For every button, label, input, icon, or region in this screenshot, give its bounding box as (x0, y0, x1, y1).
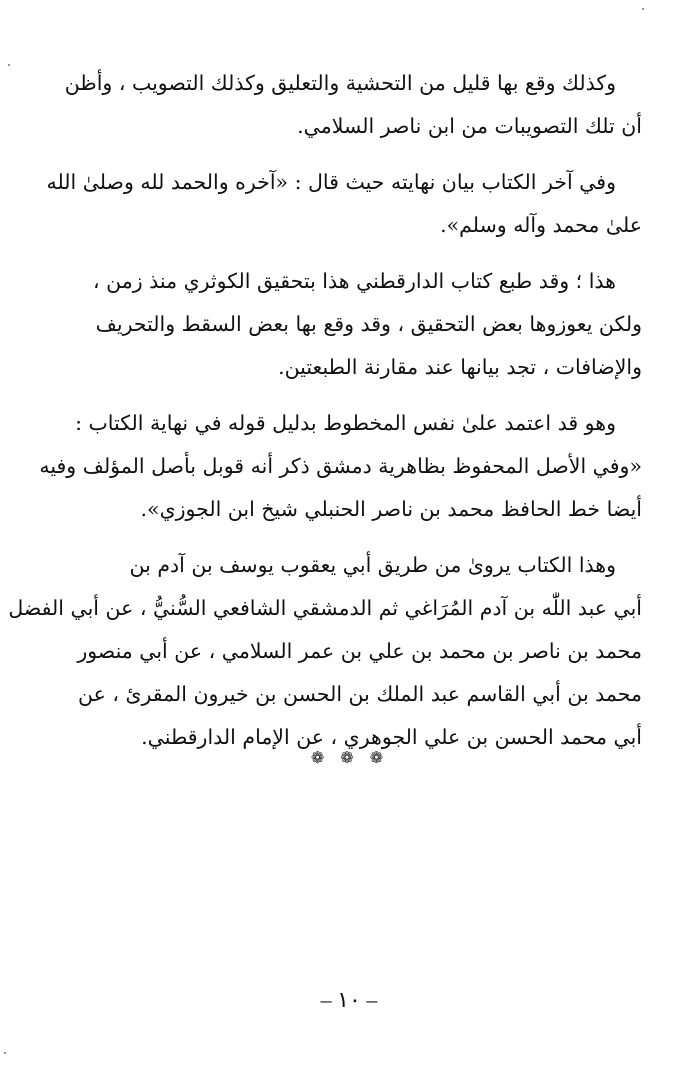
section-end-ornament (0, 748, 698, 768)
scan-speck (4, 1052, 6, 1054)
text-line: أن تلك التصويبات من ابن ناصر السلامي. (297, 114, 642, 138)
scan-speck (642, 8, 644, 10)
text-line: وهذا الكتاب يروىٰ من طريق أبي يعقوب يوسف بن آدم بن (129, 553, 616, 577)
paragraph-2 (46, 161, 642, 247)
text-line: محمد بن ناصر بن محمد بن علي بن عمر السلامي ، عن أبي منصور (77, 639, 642, 663)
text-line: والإضافات ، تجد بيانها عند مقارنة الطبعتين. (278, 355, 642, 379)
flower-ornament-icon: ❁ (340, 750, 358, 767)
text-line: هذا ؛ وقد طبع كتاب الدارقطني هذا بتحقيق الكوثري منذ زمن ، (92, 269, 616, 293)
paragraph-1 (50, 62, 642, 148)
text-line: أبي محمد الحسن بن علي الجوهري ، عن الإمام الدارقطني. (141, 725, 642, 749)
text-line: «وفي الأصل المحفوظ بظاهرية دمشق ذكر أنه قوبل بأصل المؤلف وفيه (39, 454, 642, 478)
flower-ornament-icon: ❁ (369, 750, 388, 767)
text-line: وهو قد اعتمد علىٰ نفس المخطوط بدليل قوله في نهاية الكتاب : (75, 411, 616, 435)
text-line: أيضا خط الحافظ محمد بن ناصر الحنبلي شيخ ابن الجوزي». (140, 497, 642, 521)
page-number: – ١٠ – (320, 987, 378, 1012)
text-line: وكذلك وقع بها قليل من التحشية والتعليق وكذلك التصويب ، وأظن (64, 71, 616, 95)
text-line: محمد بن أبي القاسم عبد الملك بن الحسن بن خيرون المقرئ ، عن (77, 682, 642, 706)
paragraph-5 (8, 544, 642, 759)
flower-ornament-icon: ❁ (310, 750, 329, 767)
scan-speck (8, 64, 10, 66)
text-line: وفي آخر الكتاب بيان نهايته حيث قال : «آخره والحمد لله وصلىٰ الله (46, 170, 616, 194)
text-line: علىٰ محمد وآله وسلم». (440, 213, 642, 237)
text-line: ولكن يعوزوها بعض التحقيق ، وقد وقع بها بعض السقط والتحريف (95, 312, 642, 336)
text-line: أبي عبد اللّٰه بن آدم المُرَاغي ثم الدمشقي الشافعي السُّنيُّ ، عن أبي الفضل (8, 596, 642, 620)
paragraph-4 (39, 402, 642, 531)
paragraph-3 (50, 260, 642, 389)
